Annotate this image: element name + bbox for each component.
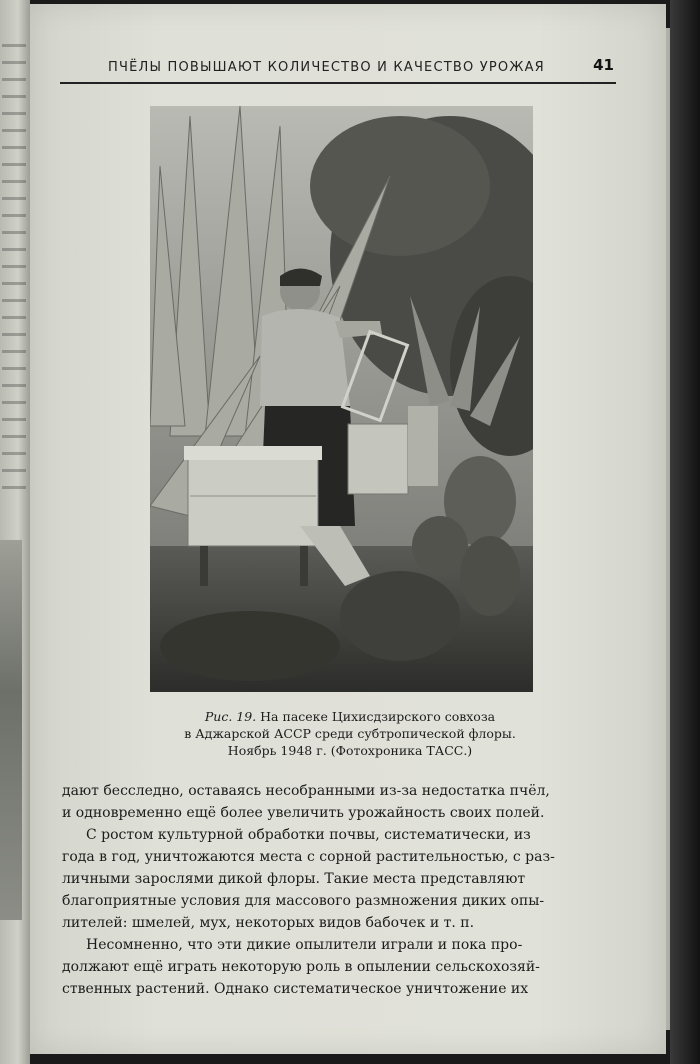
paragraph-3 xyxy=(62,934,622,1000)
text-line: должают ещё играть некоторую роль в опылении сельскохозяй- xyxy=(62,959,540,975)
book-page xyxy=(30,4,666,1054)
text-line: личными зарослями дикой флоры. Такие места представляют xyxy=(62,871,526,887)
dark-background xyxy=(670,0,700,1064)
running-head-title: ПЧЁЛЫ ПОВЫШАЮТ КОЛИЧЕСТВО И КАЧЕСТВО УРОЖАЯ xyxy=(108,60,545,75)
text-line: благоприятные условия для массового размножения диких опы- xyxy=(62,893,545,909)
photo-illustration xyxy=(150,106,533,692)
running-head xyxy=(80,56,616,80)
facing-page-text-lines xyxy=(2,30,26,500)
text-line: лителей: шмелей, мух, некоторых видов бабочек и т. п. xyxy=(62,915,475,931)
body-text xyxy=(62,780,622,1000)
text-line: Несомненно, что эти дикие опылители играли и пока про- xyxy=(86,937,523,953)
caption-text-1: На пасеке Цихисдзирского совхоза xyxy=(260,709,496,724)
figure-caption xyxy=(110,708,590,759)
text-line: ственных растений. Однако систематическое уничтожение их xyxy=(62,981,529,997)
text-line: С ростом культурной обработки почвы, систематически, из xyxy=(86,827,531,843)
caption-line-2: в Аджарской АССР среди субтропической флоры. xyxy=(184,726,516,741)
text-line: дают бесследно, оставаясь несобранными из-за недостатка пчёл, xyxy=(62,783,550,799)
text-line: и одновременно ещё более увеличить урожайность своих полей. xyxy=(62,805,545,821)
figure-label: Рис. 19. xyxy=(204,709,257,724)
paragraph-2 xyxy=(62,824,622,934)
facing-page-edge xyxy=(0,0,30,1064)
text-line: года в год, уничтожаются места с сорной растительностью, с раз- xyxy=(62,849,555,865)
header-rule xyxy=(60,82,616,84)
caption-line-3: Ноябрь 1948 г. (Фотохроника ТАСС.) xyxy=(227,743,473,758)
facing-page-photo-sliver xyxy=(0,540,22,920)
paragraph-1 xyxy=(62,780,622,824)
photograph-beekeeper-apiary xyxy=(150,106,533,692)
caption-line-1 xyxy=(110,708,590,725)
page-number: 41 xyxy=(593,56,614,74)
